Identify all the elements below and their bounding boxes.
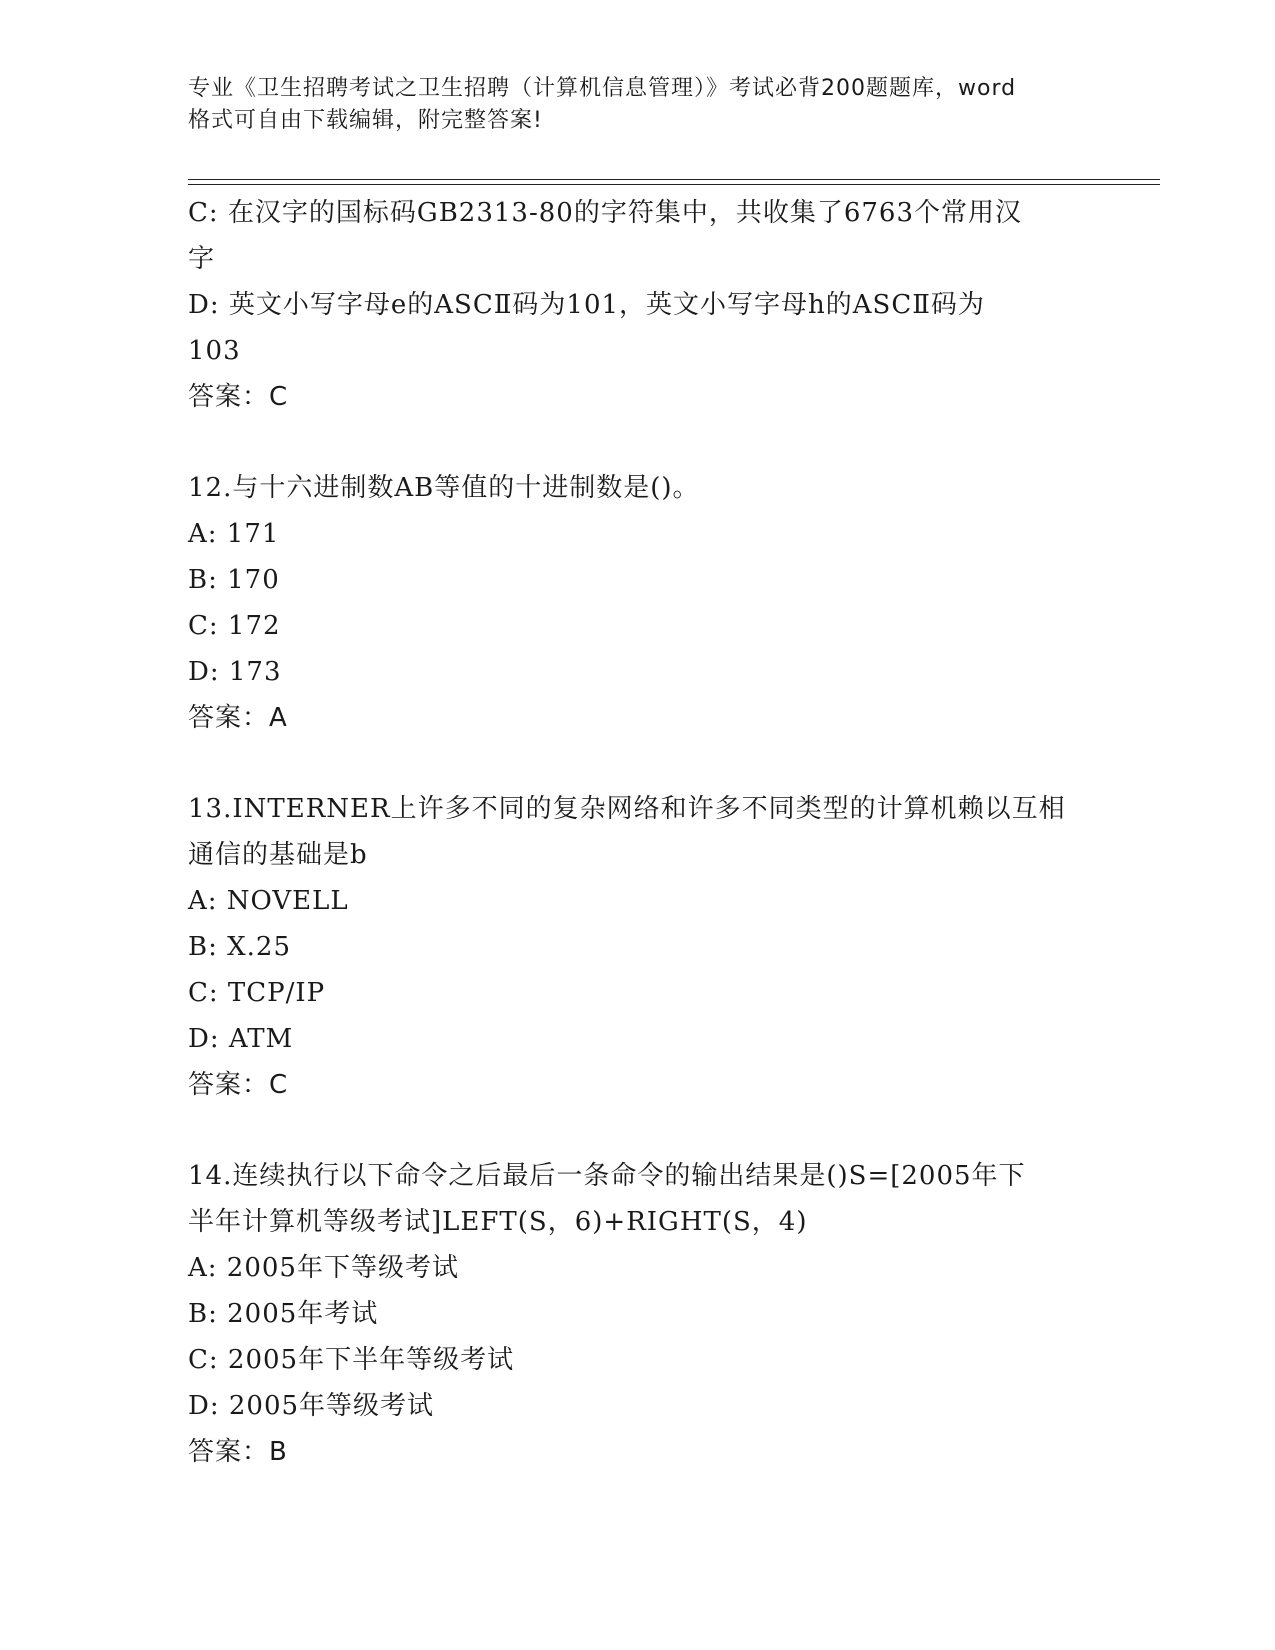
q11-option-d-line-2: 103 (188, 336, 241, 366)
q13-question-line-2: 通信的基础是b (188, 840, 368, 870)
q12-question-text: 12.与十六进制数AB等值的十进制数是()。 (188, 473, 700, 503)
question-list (188, 190, 1088, 1475)
q13-option-b: B: X.25 (188, 932, 291, 962)
q11-answer: 答案：C (188, 382, 289, 412)
q14-question-line-2: 半年计算机等级考试]LEFT(S，6)+RIGHT(S，4) (188, 1207, 808, 1237)
q13-option-d: D: ATM (188, 1024, 294, 1054)
q13-option-a: A: NOVELL (188, 886, 349, 916)
q11-option-c-line-2: 字 (188, 244, 216, 274)
header-line-1: 专业《卫生招聘考试之卫生招聘（计算机信息管理）》考试必背200题题库，word (188, 76, 1017, 101)
q11-option-d-line-1: D: 英文小写字母e的ASCⅡ码为101，英文小写字母h的ASCⅡ码为 (188, 290, 985, 320)
q14-option-d: D: 2005年等级考试 (188, 1391, 435, 1421)
document-header (188, 73, 1088, 137)
question-spacer (188, 420, 1088, 465)
q12-answer: 答案：A (188, 703, 288, 733)
question-spacer (188, 1108, 1088, 1153)
q11-option-c-line-1: C: 在汉字的国标码GB2313-80的字符集中，共收集了6763个常用汉 (188, 198, 1022, 228)
q14-option-b: B: 2005年考试 (188, 1299, 379, 1329)
question-11-block (188, 190, 1088, 420)
q12-option-d: D: 173 (188, 657, 282, 687)
q12-option-c: C: 172 (188, 611, 281, 641)
header-divider-top (188, 179, 1160, 180)
question-13-block (188, 786, 1088, 1108)
header-line-2: 格式可自由下载编辑，附完整答案! (188, 108, 543, 133)
question-12-block (188, 465, 1088, 741)
q12-option-b: B: 170 (188, 565, 280, 595)
q14-question-line-1: 14.连续执行以下命令之后最后一条命令的输出结果是()S=[2005年下 (188, 1161, 1026, 1191)
q13-option-c: C: TCP/IP (188, 978, 326, 1008)
q14-option-c: C: 2005年下半年等级考试 (188, 1345, 515, 1375)
q14-option-a: A: 2005年下等级考试 (188, 1253, 459, 1283)
q12-option-a: A: 171 (188, 519, 280, 549)
header-divider-bottom (188, 184, 1160, 185)
q13-question-line-1: 13.INTERNER上许多不同的复杂网络和许多不同类型的计算机赖以互相 (188, 794, 1066, 824)
q14-answer: 答案：B (188, 1437, 288, 1467)
question-14-block (188, 1153, 1088, 1475)
question-spacer (188, 741, 1088, 786)
q13-answer: 答案：C (188, 1070, 289, 1100)
